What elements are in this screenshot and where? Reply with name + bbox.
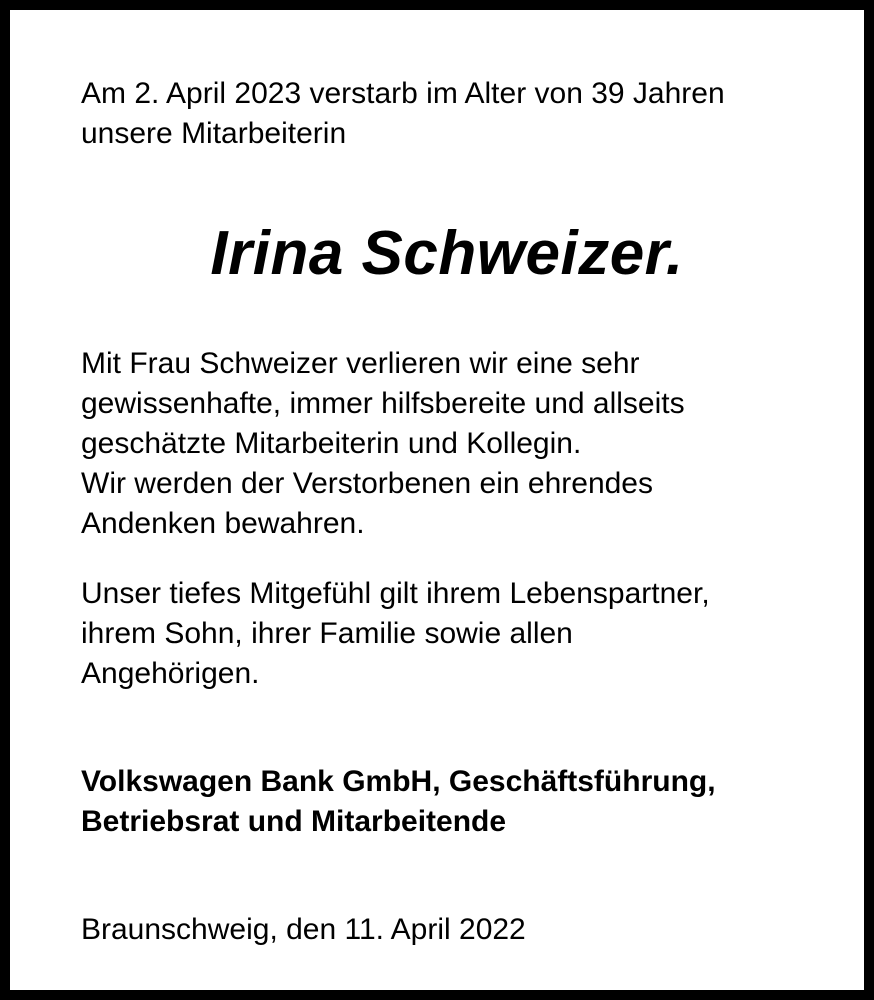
- intro-line-2: unsere Mitarbeiterin: [81, 117, 347, 150]
- paragraph-line: gewissenhafte, immer hilfsbereite und allseits: [81, 387, 685, 420]
- paragraph-line: ihrem Sohn, ihrer Familie sowie allen: [81, 617, 573, 650]
- place-and-date: Braunschweig, den 11. April 2022: [81, 913, 526, 946]
- paragraph-line: Andenken bewahren.: [81, 507, 365, 540]
- paragraph-line: geschätzte Mitarbeiterin und Kollegin.: [81, 427, 582, 460]
- intro-line-1: Am 2. April 2023 verstarb im Alter von 39 Jahren: [81, 77, 725, 110]
- paragraph-line: Mit Frau Schweizer verlieren wir eine sehr: [81, 347, 640, 380]
- paragraph-line: Unser tiefes Mitgefühl gilt ihrem Lebenspartner,: [81, 577, 710, 610]
- paragraph-line: Angehörigen.: [81, 657, 260, 690]
- deceased-name: Irina Schweizer.: [210, 219, 684, 288]
- signature-line: Betriebsrat und Mitarbeitende: [81, 805, 507, 838]
- signature-line: Volkswagen Bank GmbH, Geschäftsführung,: [81, 765, 716, 798]
- paragraph-line: Wir werden der Verstorbenen ein ehrendes: [81, 467, 653, 500]
